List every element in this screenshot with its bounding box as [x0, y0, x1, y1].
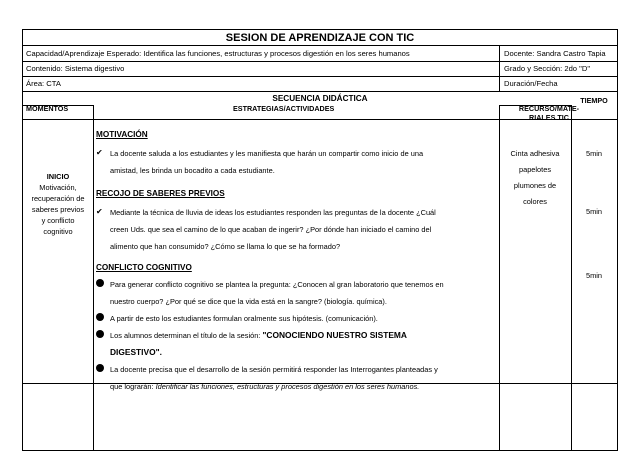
conflicto-4-line1: La docente precisa que el desarrollo de la sesión permitirá responder las Interrogantes planteadas y [110, 365, 438, 374]
recursos-cell [499, 146, 571, 210]
momento-line4: y conflicto [41, 216, 75, 225]
conflicto-1-line1: Para generar conflicto cognitivo se plantea la pregunta: ¿Conocen al gran laboratorio que tenemos en [110, 280, 444, 289]
conflicto-3-line2: DIGESTIVO". [110, 347, 162, 357]
col-recursos [509, 104, 589, 122]
motivacion-line1: La docente saluda a los estudiantes y les manifiesta que harán un compartir como inicio de una [110, 149, 424, 158]
header-underline-left [23, 105, 93, 106]
secuencia-title: SECUENCIA DIDÁCTICA [272, 94, 368, 103]
info-divider [499, 46, 500, 92]
table-bottom-line [23, 383, 617, 384]
page-title [23, 30, 617, 46]
col-recursos-line2: RIALES TIC [529, 113, 569, 122]
tiempo-2: 5min [585, 207, 603, 216]
conflicto-1-line2: nuestro cuerpo? ¿Por qué se dice que la vida está en la sangre? (biología. química). [110, 297, 387, 306]
docente-text: Docente: Sandra Castro Tapia [504, 49, 606, 58]
tiempo-1: 5min [585, 149, 603, 158]
info-row-area [23, 77, 617, 92]
recurso-4: colores [523, 197, 547, 206]
conflicto-3-line1 [110, 327, 491, 344]
conflicto-item-1 [96, 276, 491, 310]
momento-line5: cognitivo [43, 227, 73, 236]
title-text: SESION DE APRENDIZAJE CON TIC [225, 32, 415, 44]
area-text: Área: CTA [26, 79, 61, 88]
recurso-1: Cinta adhesiva [510, 149, 560, 158]
conflicto-item-3 [96, 327, 491, 361]
grado-text: Grado y Sección: 2do "D" [504, 64, 591, 73]
secuencia-header [23, 92, 617, 120]
conflicto-4-line2a: que lograrán: [110, 382, 156, 391]
duracion-text: Duración/Fecha [504, 79, 558, 88]
conflicto-4-line2 [110, 378, 491, 395]
conflicto-4-line2b: Identificar las funciones, estructuras y procesos digestión en los seres humanos. [155, 382, 420, 391]
pointer-icon: ✔ [96, 207, 103, 216]
conflicto-item-4 [96, 361, 491, 395]
col-estrategias: ESTRATEGIAS/ACTIVIDADES [233, 104, 335, 113]
conflicto-2-line1: A partir de esto los estudiantes formulan oralmente sus hipótesis. (comunicación). [110, 314, 378, 323]
header-underline-right [499, 105, 571, 106]
motivacion-item [96, 145, 491, 179]
recurso-3: plumones de [513, 181, 557, 190]
bullet-icon [96, 279, 104, 290]
saberes-item [96, 204, 491, 255]
conflicto-heading: CONFLICTO COGNITIVO [96, 263, 192, 272]
pointer-icon: ✔ [96, 148, 103, 157]
lesson-plan-table [22, 29, 618, 451]
motivacion-heading: MOTIVACIÓN [96, 130, 148, 139]
conflicto-3-line1b: "CONOCIENDO NUESTRO SISTEMA [262, 330, 407, 340]
motivacion-line2: amistad, les brinda un bocadito a cada estudiante. [110, 166, 275, 175]
saberes-line1: Mediante la técnica de lluvia de ideas los estudiantes responden las preguntas de la docente ¿Cuál [110, 208, 436, 217]
capacidad-text: Capacidad/Aprendizaje Esperado: Identifica las funciones, estructuras y procesos digestión en los seres humanos [26, 49, 410, 58]
bullet-icon [96, 313, 104, 324]
tiempo-3: 5min [585, 271, 603, 280]
bullet-icon [96, 364, 104, 375]
conflicto-3-line1a: Los alumnos determinan el título de la sesión: [110, 331, 261, 340]
col-recursos-line1: RECURSO/MATE- [518, 104, 580, 113]
momento-cell [23, 171, 93, 237]
conflicto-item-2 [96, 310, 491, 327]
col-divider-1 [93, 105, 94, 451]
col-tiempo: TIEMPO [580, 96, 608, 105]
saberes-line2: creen Uds. que sea el camino de lo que acaban de ingerir? ¿Por dónde han iniciado el camino del [110, 225, 432, 234]
momento-line3: saberes previos [31, 205, 85, 214]
col-momentos: MOMENTOS [26, 104, 69, 113]
bullet-icon [96, 330, 104, 341]
recurso-2: papelotes [518, 165, 552, 174]
momento-line2: recuperación de [31, 194, 85, 203]
saberes-heading: RECOJO DE SABERES PREVIOS [96, 189, 225, 198]
momento-line1: Motivación, [39, 183, 77, 192]
momento-title: INICIO [46, 172, 70, 181]
contenido-text: Contenido: Sistema digestivo [26, 64, 125, 73]
saberes-line3: alimento que han consumido? ¿Cómo se llama lo que se ha formado? [110, 242, 341, 251]
